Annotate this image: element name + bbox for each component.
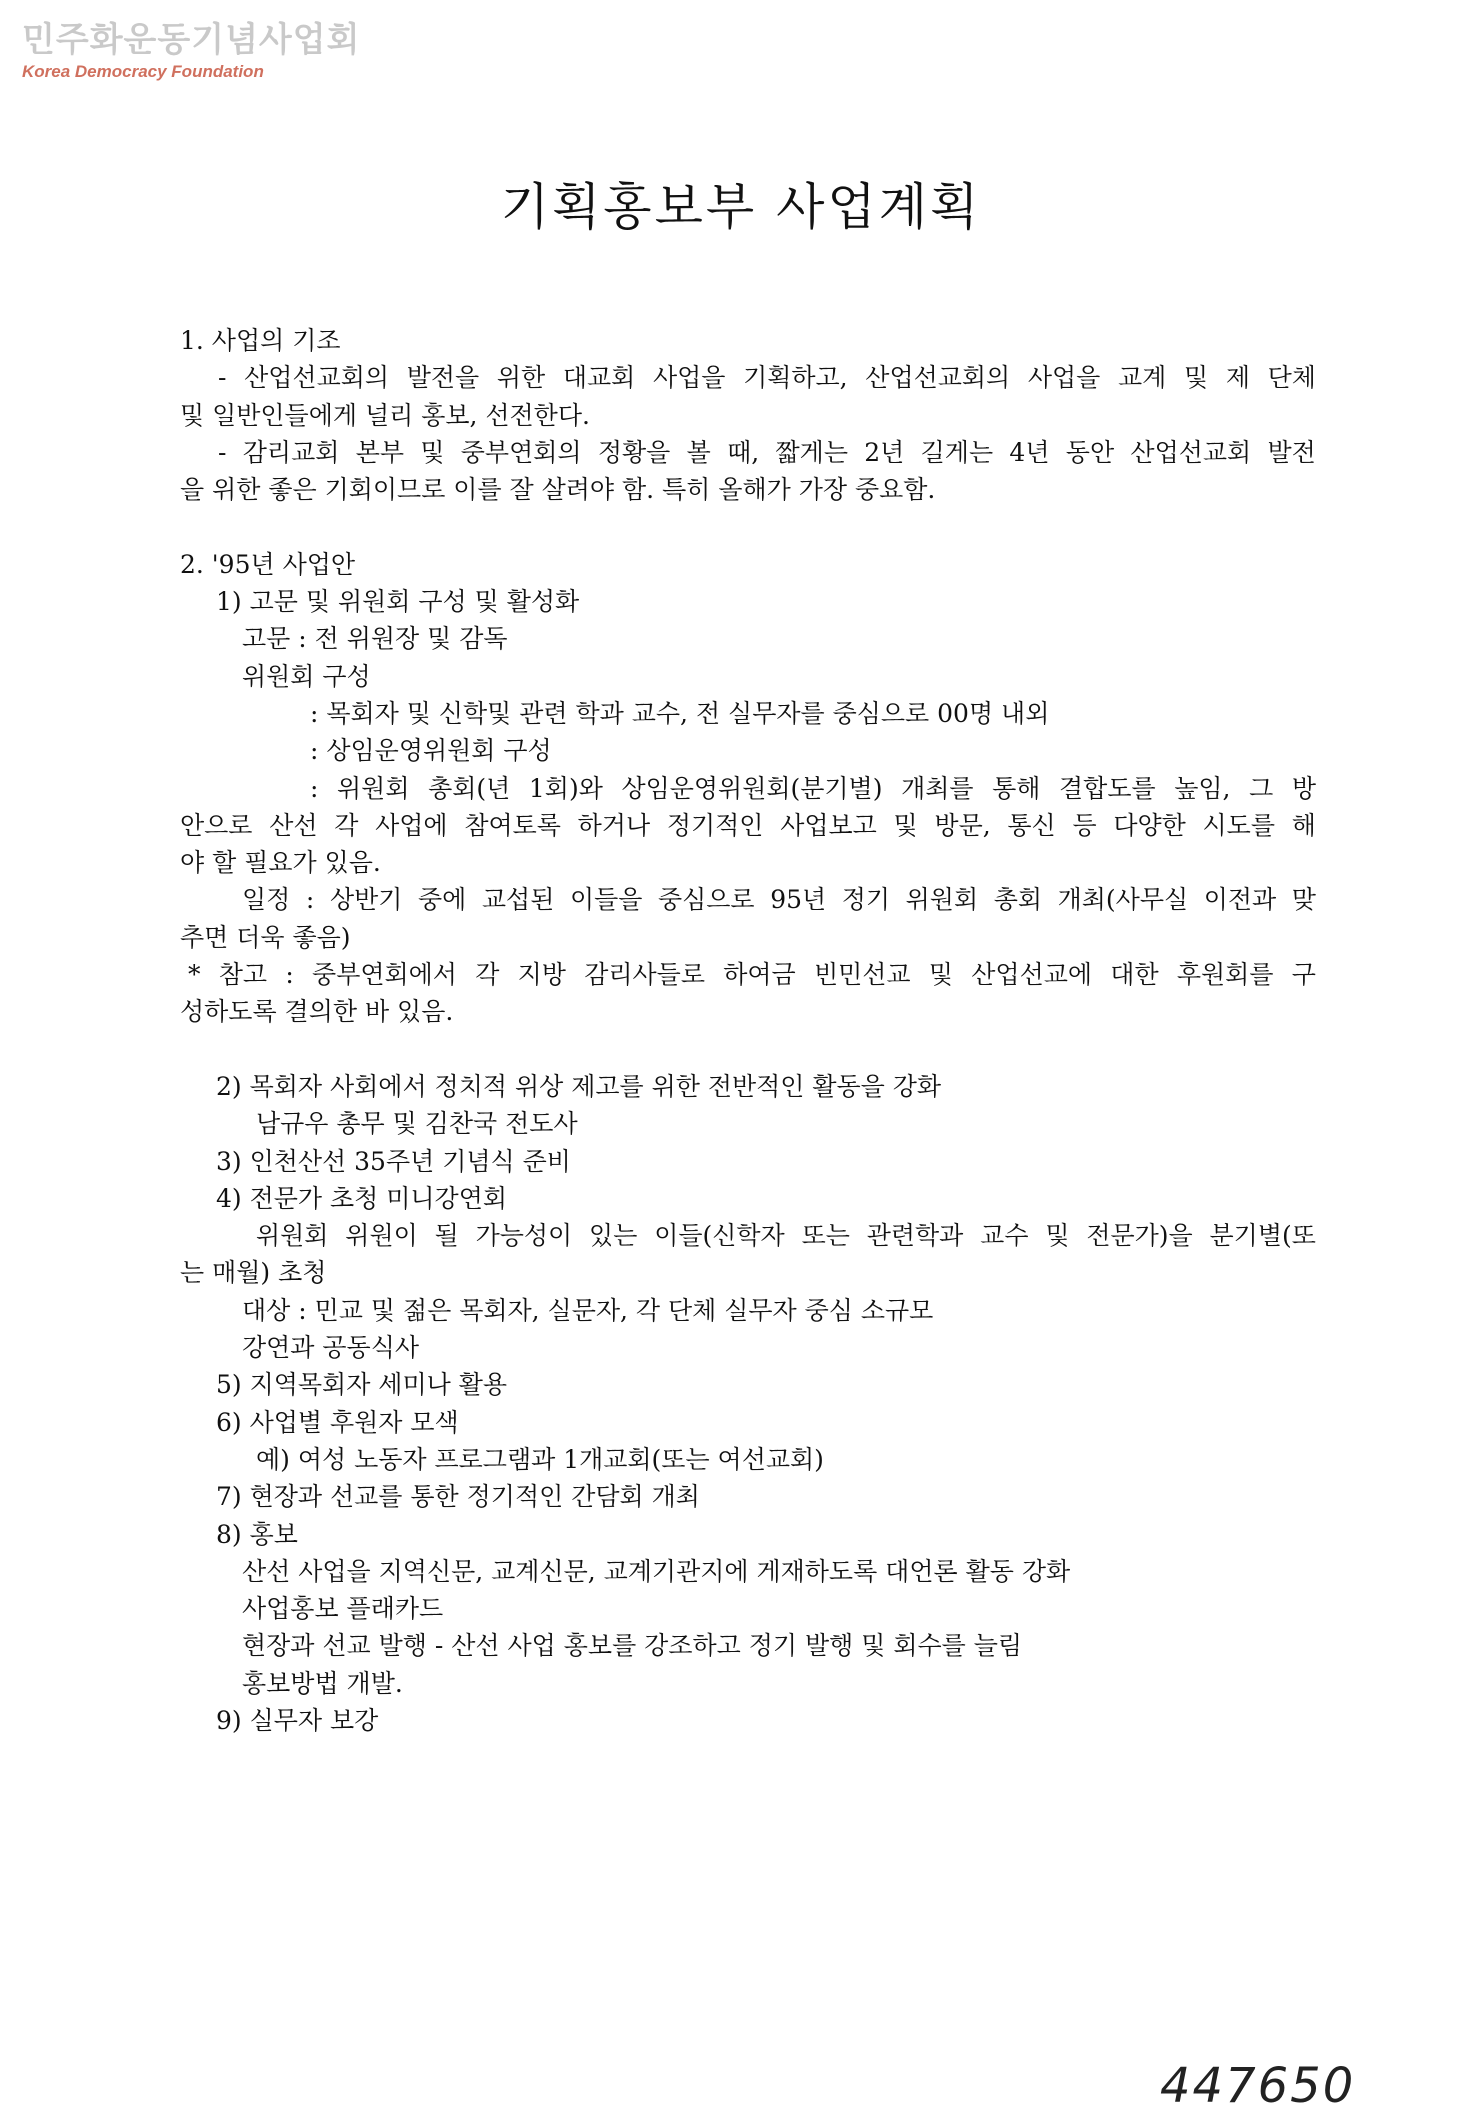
document-line: 남규우 총무 및 김찬국 전도사 — [256, 1109, 578, 1139]
handwritten-page-number: 447650 — [1160, 2058, 1356, 2114]
document-line: 산선 사업을 지역신문, 교계신문, 교계기관지에 게재하도록 대언론 활동 강화 — [242, 1556, 1071, 1586]
document-line: 1) 고문 및 위원회 구성 및 활성화 — [216, 587, 580, 617]
document-line: 2) 목회자 사회에서 정치적 위상 제고를 위한 전반적인 활동을 강화 — [216, 1071, 942, 1101]
document-line: 7) 현장과 선교를 통한 정기적인 간담회 개최 — [216, 1482, 700, 1512]
document-line: 야 할 필요가 있음. — [180, 848, 381, 878]
blank-line — [180, 508, 1316, 545]
document-line: * 참고 : 중부연회에서 각 지방 감리사들로 하여금 빈민선교 및 산업선교에 대한 후원회를 구 — [188, 960, 1316, 990]
document-body — [180, 322, 1316, 1739]
document-line: 홍보방법 개발. — [242, 1668, 403, 1698]
document-line: 위원회 구성 — [242, 661, 371, 691]
document-line: 을 위한 좋은 기회이므로 이를 잘 살려야 함. 특히 올해가 가장 중요함. — [180, 475, 936, 505]
watermark-korean: 민주화운동기념사업회 — [22, 20, 361, 60]
document-line: 위원회 위원이 될 가능성이 있는 이들(신학자 또는 관련학과 교수 및 전문가)을 분기별(또 — [256, 1221, 1316, 1251]
document-title: 기획홍보부 사업계획 — [500, 178, 982, 236]
document-line: : 상임운영위원회 구성 — [310, 736, 552, 766]
document-line: 현장과 선교 발행 - 산선 사업 홍보를 강조하고 정기 발행 및 회수를 늘림 — [242, 1631, 1023, 1661]
document-line: 4) 전문가 초청 미니강연회 — [216, 1183, 508, 1213]
document-line: 대상 : 민교 및 젊은 목회자, 실문자, 각 단체 실무자 중심 소규모 — [242, 1295, 934, 1325]
document-line: 안으로 산선 각 사업에 참여토록 하거나 정기적인 사업보고 및 방문, 통신 등 다양한 시도를 해 — [180, 810, 1316, 840]
document-line: - 감리교회 본부 및 중부연회의 정황을 볼 때, 짧게는 2년 길게는 4년 동안 산업선교회 발전 — [218, 437, 1316, 467]
document-line: 8) 홍보 — [216, 1519, 298, 1549]
document-line: 9) 실무자 보강 — [216, 1705, 379, 1735]
document-line: 강연과 공동식사 — [242, 1333, 419, 1363]
document-line: 6) 사업별 후원자 모색 — [216, 1407, 459, 1437]
document-line: 는 매월) 초청 — [180, 1258, 327, 1288]
watermark — [22, 20, 360, 82]
watermark-english: Korea Democracy Foundation — [22, 62, 264, 81]
document-line: 추면 더욱 좋음) — [180, 922, 351, 952]
document-line: 3) 인천산선 35주년 기념식 준비 — [216, 1146, 571, 1176]
document-line: : 위원회 총회(년 1회)와 상임운영위원회(분기별) 개최를 통해 결합도를 높임, 그 방 — [310, 773, 1316, 803]
document-line: : 목회자 및 신학및 관련 학과 교수, 전 실무자를 중심으로 00명 내외 — [310, 698, 1050, 728]
document-line: 예) 여성 노동자 프로그램과 1개교회(또는 여선교회) — [256, 1444, 824, 1474]
blank-line — [180, 1031, 1316, 1068]
document-line: 사업홍보 플래카드 — [242, 1594, 444, 1624]
document-line: 2. '95년 사업안 — [180, 549, 356, 579]
document-line: 고문 : 전 위원장 및 감독 — [242, 624, 508, 654]
document-line: 일정 : 상반기 중에 교섭된 이들을 중심으로 95년 정기 위원회 총회 개최(사무실 이전과 맞 — [242, 885, 1316, 915]
document-line: 1. 사업의 기조 — [180, 326, 341, 355]
document-line: 5) 지역목회자 세미나 활용 — [216, 1370, 508, 1400]
document-line: 성하도록 결의한 바 있음. — [180, 997, 454, 1027]
document-line: - 산업선교회의 발전을 위한 대교회 사업을 기획하고, 산업선교회의 사업을 교계 및 제 단체 — [218, 363, 1316, 393]
document-line: 및 일반인들에게 널리 홍보, 선전한다. — [180, 400, 590, 430]
